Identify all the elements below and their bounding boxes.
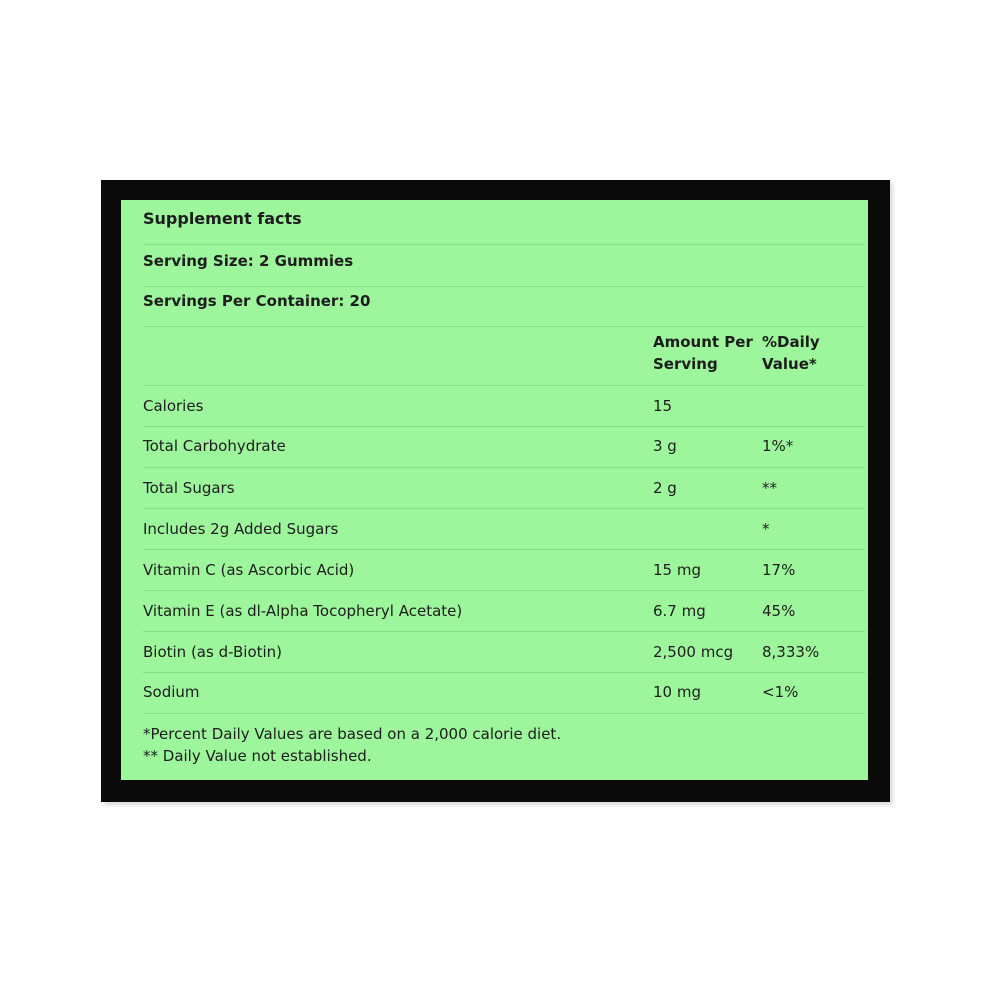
nutrient-name: Calories (143, 397, 204, 415)
nutrient-daily-value: 1%* (762, 437, 794, 455)
nutrient-amount: 2,500 mcg (653, 643, 734, 661)
daily-value-header (762, 331, 820, 375)
nutrient-name: Vitamin C (as Ascorbic Acid) (143, 561, 355, 579)
serving-size: Serving Size: 2 Gummies (143, 252, 354, 270)
nutrient-amount: 10 mg (653, 683, 701, 701)
nutrient-daily-value: 8,333% (762, 643, 820, 661)
nutrient-amount: 2 g (653, 479, 677, 497)
footnote-not-established: ** Daily Value not established. (143, 747, 372, 765)
dv-header-line2: Value* (762, 355, 817, 373)
column-header-row (143, 331, 865, 386)
amount-header-line2: Serving (653, 355, 718, 373)
amount-per-serving-header (653, 331, 753, 375)
nutrient-name: Includes 2g Added Sugars (143, 520, 339, 538)
nutrient-daily-value: 17% (762, 561, 796, 579)
amount-header-line1: Amount Per (653, 333, 753, 351)
nutrient-name: Total Sugars (143, 479, 235, 497)
label-frame (101, 180, 890, 802)
nutrient-name: Vitamin E (as dl-Alpha Tocopheryl Acetate) (143, 602, 463, 620)
nutrient-amount: 15 (653, 397, 673, 415)
servings-per-container: Servings Per Container: 20 (143, 292, 371, 310)
serving-size-row (143, 250, 865, 287)
table-row (143, 395, 865, 427)
nutrient-daily-value: * (762, 520, 770, 538)
table-row (143, 559, 865, 591)
nutrient-name: Biotin (as d-Biotin) (143, 643, 283, 661)
nutrient-amount: 6.7 mg (653, 602, 706, 620)
table-row (143, 681, 865, 714)
supplement-facts-title: Supplement facts (143, 209, 302, 228)
nutrient-name: Total Carbohydrate (143, 437, 286, 455)
title-row (143, 208, 865, 245)
nutrient-name: Sodium (143, 683, 200, 701)
nutrient-daily-value: 45% (762, 602, 796, 620)
footnotes (143, 723, 843, 767)
table-row (143, 477, 865, 509)
nutrient-amount: 15 mg (653, 561, 701, 579)
nutrient-amount: 3 g (653, 437, 677, 455)
table-row (143, 600, 865, 632)
servings-per-container-row (143, 290, 865, 327)
nutrient-daily-value: <1% (762, 683, 799, 701)
supplement-facts-panel (121, 200, 868, 780)
dv-header-line1: %Daily (762, 333, 820, 351)
table-row (143, 641, 865, 673)
table-row (143, 518, 865, 550)
footnote-daily-values: *Percent Daily Values are based on a 2,000 calorie diet. (143, 725, 562, 743)
nutrient-daily-value: ** (762, 479, 777, 497)
table-row (143, 435, 865, 468)
